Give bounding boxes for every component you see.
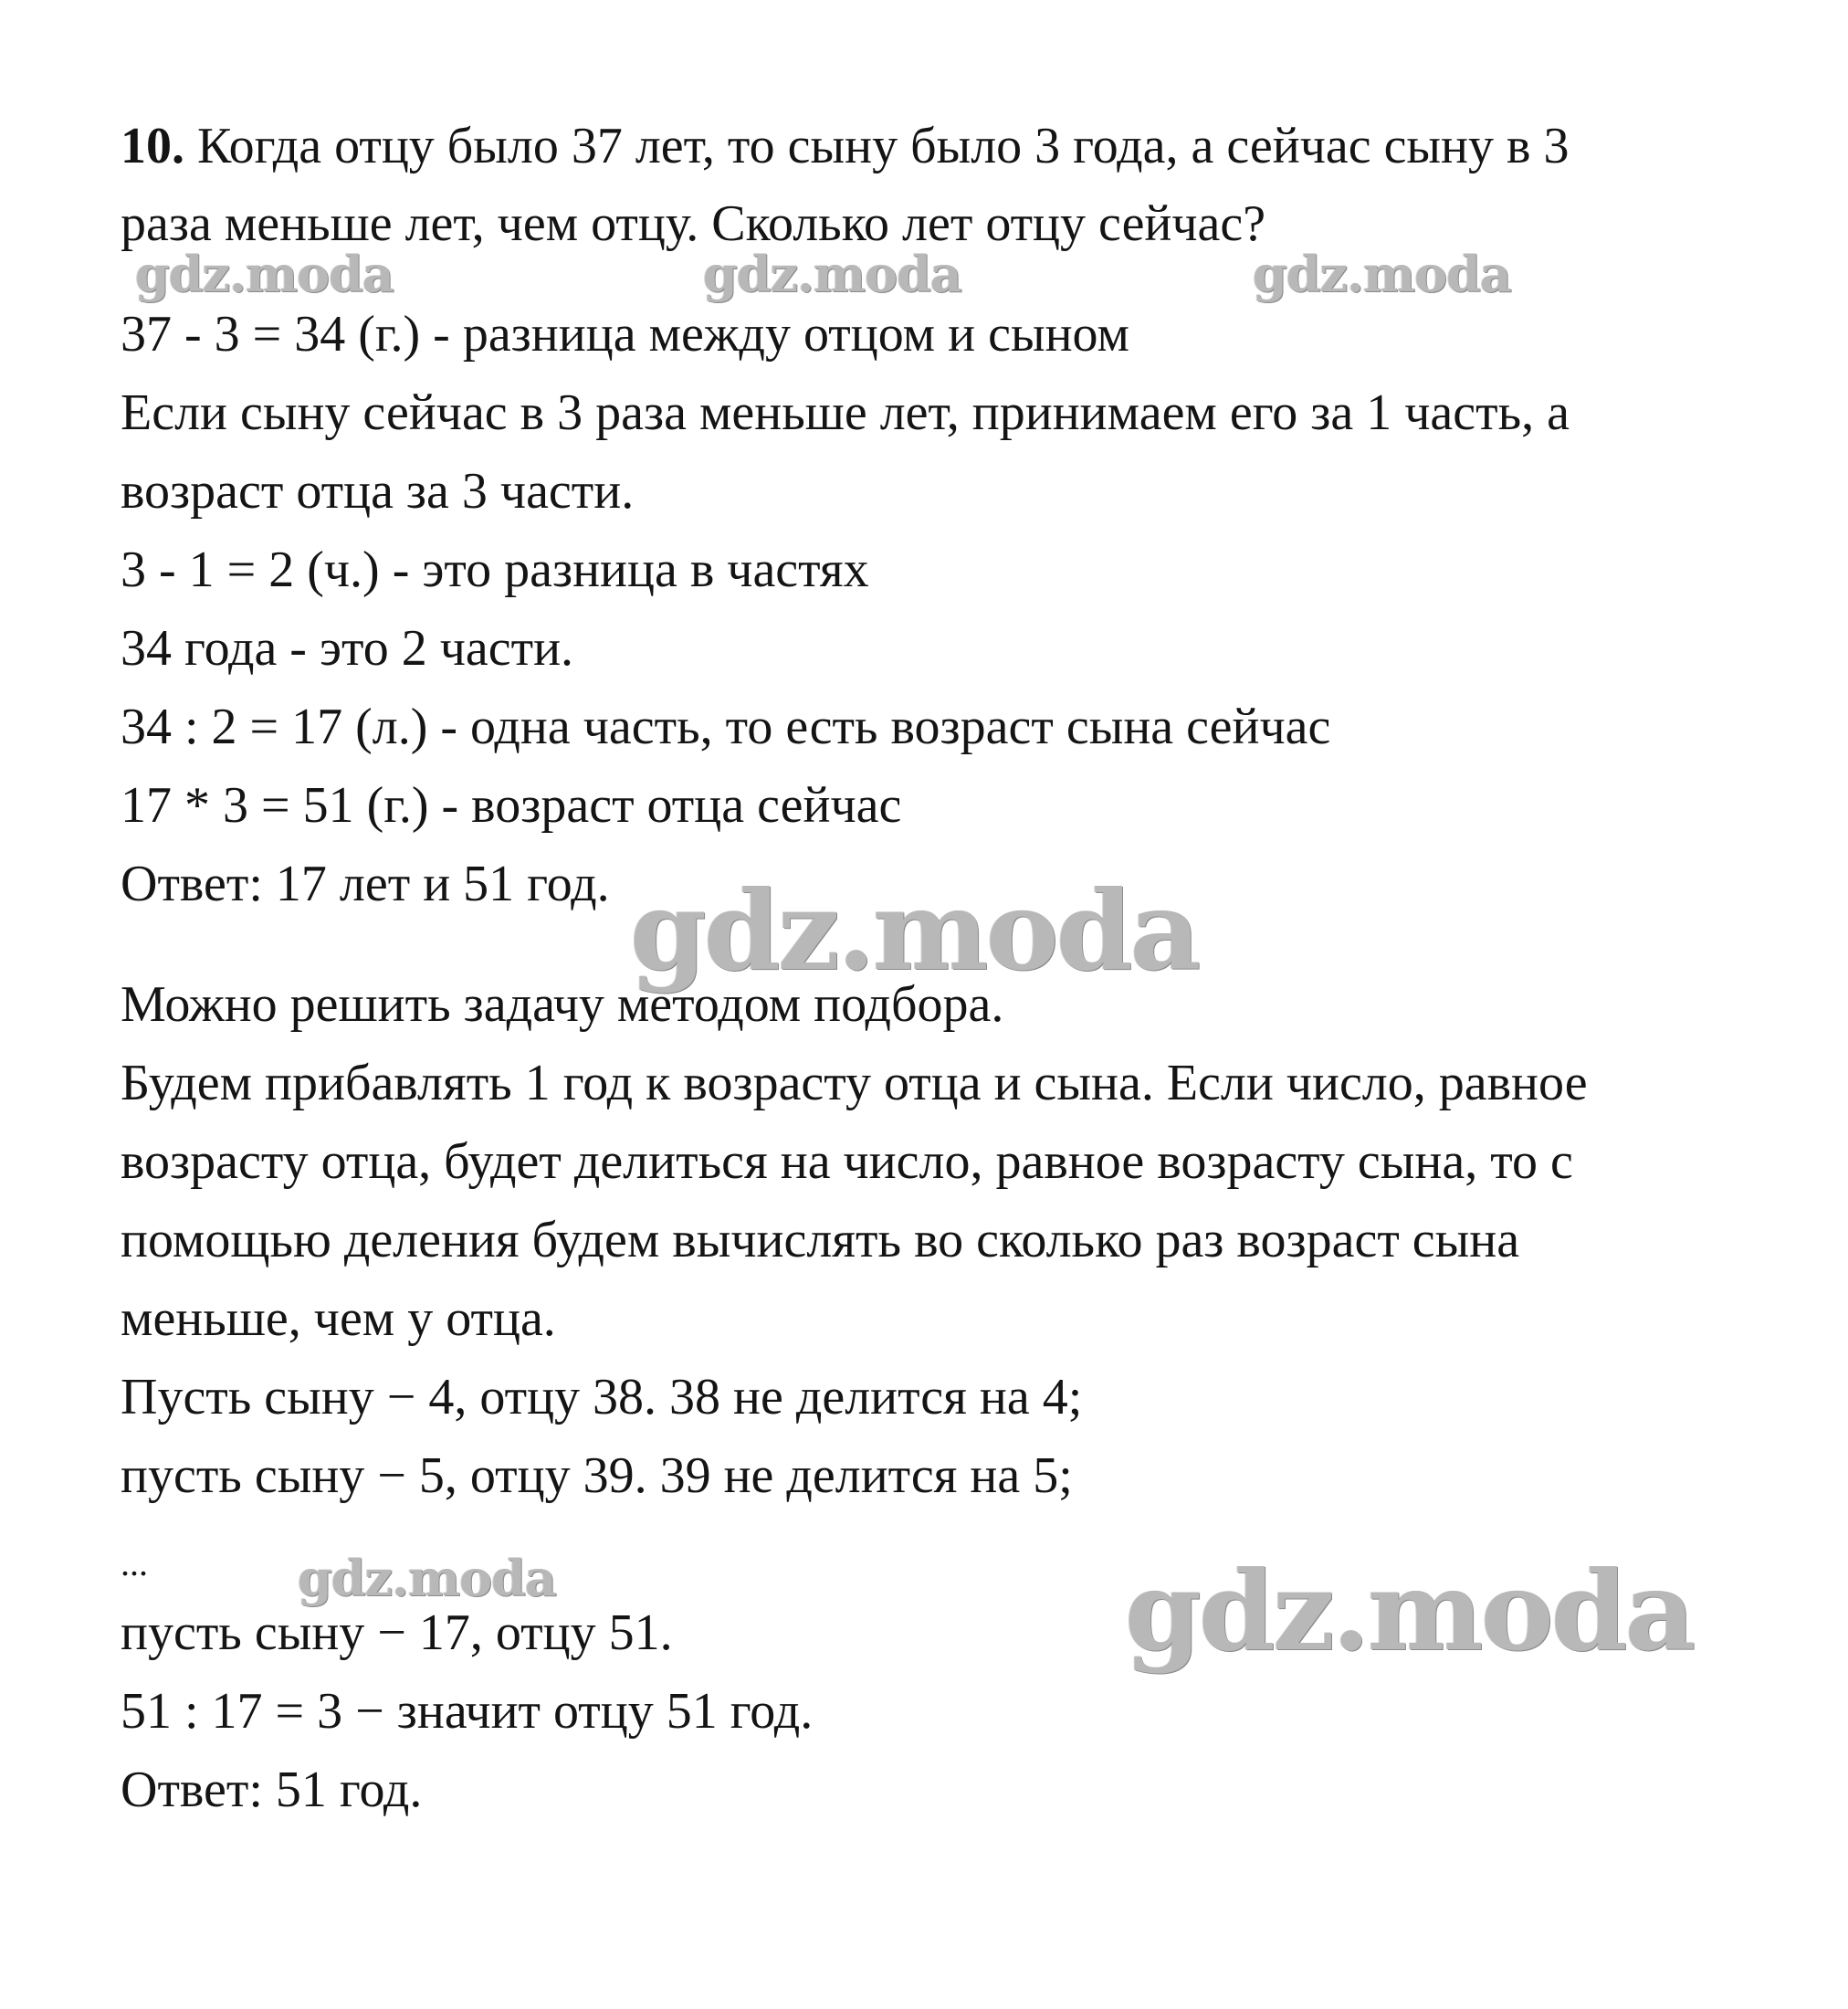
solution1-line-6: 34 : 2 = 17 (л.) - одна часть, то есть возраст сына сейчас [121,699,1331,755]
problem-number: 10. [121,118,184,174]
solution1-line-4: 3 - 1 = 2 (ч.) - это разница в частях [121,542,869,598]
solution2-line-4: помощью деления будем вычислять во сколько раз возраст сына [121,1212,1520,1268]
solution2-line-1: Можно решить задачу методом подбора. [121,976,1004,1033]
solution2-line-5: меньше, чем у отца. [121,1290,556,1347]
watermark: gdz.moda [703,245,961,303]
solution1-line-3: возраст отца за 3 части. [121,463,635,520]
solution2-line-3: возрасту отца, будет делиться на число, равное возрасту сына, то с [121,1133,1573,1190]
problem-text-1: Когда отцу было 37 лет, то сыну было 3 года, а сейчас сыну в 3 [197,118,1570,174]
watermark: gdz.moda [630,867,1199,995]
watermark: gdz.moda [1253,245,1511,303]
solution2-line-7: пусть сыну − 5, отцу 39. 39 не делится на 5; [121,1447,1073,1504]
solution2-line-6: Пусть сыну − 4, отцу 38. 38 не делится на 4; [121,1369,1083,1425]
watermark: gdz.moda [135,245,394,303]
solution2-line-10: 51 : 17 = 3 − значит отцу 51 год. [121,1683,814,1740]
problem-line-2: раза меньше лет, чем отцу. Сколько лет отцу сейчас? [121,195,1266,252]
solution1-answer: Ответ: 17 лет и 51 год. [121,856,610,912]
problem-line-1 [121,117,1569,175]
watermark: gdz.moda [298,1549,556,1607]
solution1-line-7: 17 * 3 = 51 (г.) - возраст отца сейчас [121,777,902,834]
solution2-line-2: Будем прибавлять 1 год к возрасту отца и сына. Если число, равное [121,1055,1588,1111]
solution2-line-9: пусть сыну − 17, отцу 51. [121,1604,673,1661]
watermark: gdz.moda [1125,1547,1694,1676]
solution1-line-1: 37 - 3 = 34 (г.) - разница между отцом и сыном [121,306,1129,363]
solution1-line-2: Если сыну сейчас в 3 раза меньше лет, принимаем его за 1 часть, а [121,384,1570,441]
solution1-line-5: 34 года - это 2 части. [121,620,574,677]
solution2-ellipsis: ... [121,1542,148,1583]
solution2-answer: Ответ: 51 год. [121,1762,423,1818]
